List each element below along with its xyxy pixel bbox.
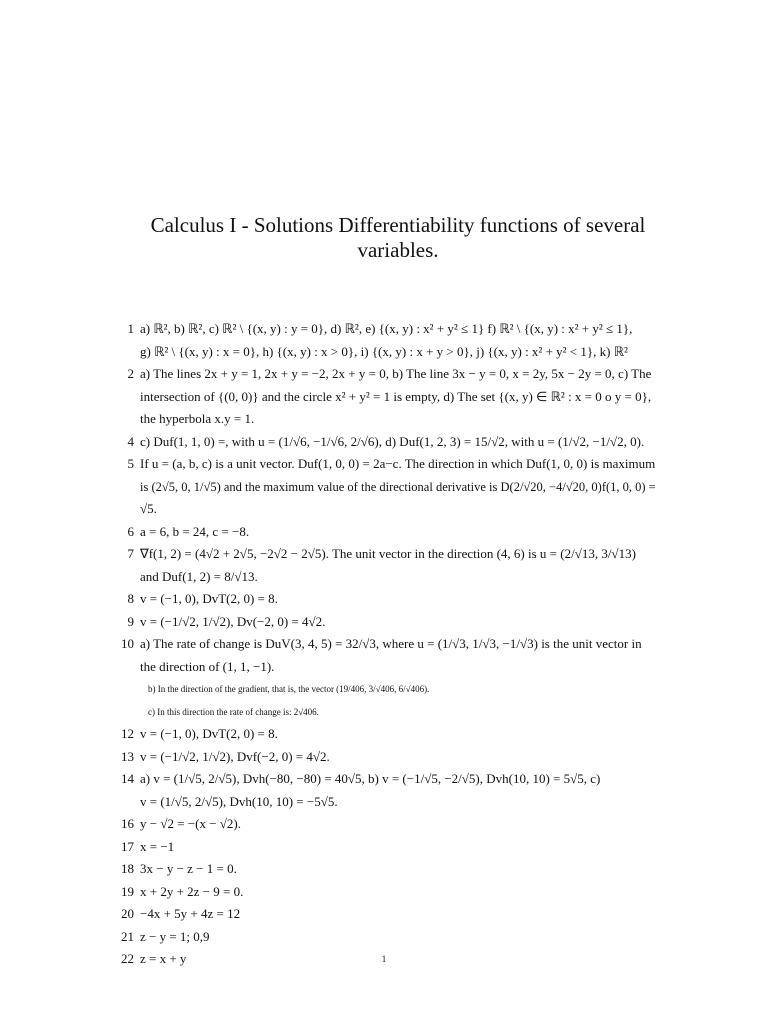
solution-item bbox=[118, 746, 658, 769]
solution-text-line: a) The lines 2x + y = 1, 2x + y = −2, 2x + y = 0, b) The line 3x − y = 0, x = 2y, 5x − 2y = 0, c) The bbox=[140, 366, 652, 381]
solution-text-line: c) Duf(1, 1, 0) =, with u = (1/√6, −1/√6, 2/√6), d) Duf(1, 2, 3) = 15/√2, with u = (1/√2, −1/√2, 0). bbox=[140, 433, 645, 449]
solution-text-line: √5. bbox=[140, 501, 157, 516]
solution-number: 17 bbox=[121, 838, 134, 854]
solution-item bbox=[118, 836, 658, 859]
solution-text-line: a) The rate of change is DuV(3, 4, 5) = 32/√3, where u = (1/√3, 1/√3, −1/√3) is the unit vector in bbox=[140, 636, 642, 651]
solution-text-line: v = (−1, 0), DvT(2, 0) = 8. bbox=[140, 726, 278, 741]
solution-text-line: ∇f(1, 2) = (4√2 + 2√5, −2√2 − 2√5). The unit vector in the direction (4, 6) is u = (2/√13, 3/√13) bbox=[140, 546, 636, 561]
solution-item bbox=[118, 926, 658, 949]
solution-text-line: a) ℝ², b) ℝ², c) ℝ² \ {(x, y) : y = 0}, d) ℝ², e) {(x, y) : x² + y² ≤ 1} f) ℝ² \ {(x, y) : x² + y² ≤ 1}, bbox=[140, 321, 633, 336]
solution-text-line: g) ℝ² \ {(x, y) : x = 0}, h) {(x, y) : x > 0}, i) {(x, y) : x + y > 0}, j) {(x, y) : x² + y² < 1}, k) ℝ² bbox=[140, 343, 628, 359]
solution-text-line: is (2√5, 0, 1/√5) and the maximum value of the directional derivative is D(2/√20, −4/√20, 0)f(1, 0, 0) = bbox=[140, 479, 656, 494]
solutions-list bbox=[118, 318, 658, 971]
solution-text-line: v = (−1/√2, 1/√2), Dvf(−2, 0) = 4√2. bbox=[140, 748, 330, 764]
solution-number: 16 bbox=[121, 816, 134, 831]
solution-number: 5 bbox=[127, 456, 134, 471]
solution-number: 19 bbox=[121, 883, 134, 899]
solution-item bbox=[118, 701, 658, 724]
solution-text-line: 3x − y − z − 1 = 0. bbox=[140, 861, 237, 876]
solution-text-line: a = 6, b = 24, c = −8. bbox=[140, 523, 250, 539]
solution-text-line: z = x + y bbox=[140, 951, 187, 966]
solution-text-line: −4x + 5y + 4z = 12 bbox=[140, 906, 241, 921]
solution-item bbox=[118, 588, 658, 611]
solution-item bbox=[118, 858, 658, 881]
page-number: 1 bbox=[381, 954, 387, 964]
solution-text-line: the direction of (1, 1, −1). bbox=[140, 658, 275, 674]
solution-item bbox=[118, 363, 658, 431]
solution-item bbox=[118, 611, 658, 634]
title-line-2: variables. bbox=[357, 238, 439, 262]
solution-number: 6 bbox=[127, 523, 134, 539]
solution-item bbox=[118, 633, 658, 678]
solution-item bbox=[118, 813, 658, 836]
solution-text-line: x = −1 bbox=[140, 838, 175, 854]
solution-text-line: If u = (a, b, c) is a unit vector. Duf(1, 0, 0) = 2a−c. The direction in which Duf(1, 0, 0) is maximum bbox=[140, 456, 656, 471]
solution-item bbox=[118, 881, 658, 904]
solution-number: 4 bbox=[127, 433, 134, 449]
solution-number: 22 bbox=[121, 951, 134, 966]
solution-text-line: intersection of {(0, 0)} and the circle x² + y² = 1 is empty, d) The set {(x, y) ∈ ℝ² : x = 0 o y = 0}, bbox=[140, 388, 652, 404]
solution-number: 1 bbox=[127, 321, 134, 336]
solution-text-line: and Duf(1, 2) = 8/√13. bbox=[140, 568, 258, 584]
solution-text-line: v = (−1/√2, 1/√2), Dv(−2, 0) = 4√2. bbox=[140, 613, 326, 629]
solution-item bbox=[118, 431, 658, 454]
solution-item bbox=[118, 521, 658, 544]
solution-item bbox=[118, 723, 658, 746]
solution-item bbox=[118, 678, 658, 701]
solution-number: 7 bbox=[127, 546, 134, 561]
solution-number: 10 bbox=[121, 636, 134, 651]
solution-text-line: y − √2 = −(x − √2). bbox=[140, 816, 242, 831]
solution-number: 13 bbox=[121, 748, 134, 764]
solution-text-line: a) v = (1/√5, 2/√5), Dvh(−80, −80) = 40√5, b) v = (−1/√5, −2/√5), Dvh(10, 10) = 5√5, c) bbox=[140, 771, 601, 786]
solution-text-line: x + 2y + 2z − 9 = 0. bbox=[140, 883, 244, 899]
solution-text-line: v = (−1, 0), DvT(2, 0) = 8. bbox=[140, 591, 278, 606]
solution-text-line: the hyperbola x.y = 1. bbox=[140, 411, 255, 426]
solution-item bbox=[118, 543, 658, 588]
solution-number: 20 bbox=[121, 906, 134, 921]
solution-item bbox=[118, 318, 658, 363]
page-title bbox=[100, 213, 696, 263]
solution-number: 12 bbox=[121, 726, 134, 741]
solution-text-line: b) In the direction of the gradient, that is, the vector (19/406, 3/√406, 6/√406). bbox=[148, 684, 430, 694]
solution-number: 21 bbox=[121, 928, 134, 944]
solution-text-line: v = (1/√5, 2/√5), Dvh(10, 10) = −5√5. bbox=[140, 793, 338, 809]
solution-number: 8 bbox=[127, 591, 134, 606]
solution-item bbox=[118, 768, 658, 813]
solution-number: 18 bbox=[121, 861, 134, 876]
title-line-1: Calculus I - Solutions Differentiability functions of several bbox=[150, 213, 646, 237]
solution-item bbox=[118, 903, 658, 926]
solution-number: 14 bbox=[121, 771, 134, 786]
solution-number: 2 bbox=[127, 366, 134, 381]
solution-item bbox=[118, 453, 658, 521]
solution-text-line: z − y = 1; 0,9 bbox=[140, 928, 210, 944]
solution-text-line: c) In this direction the rate of change is: 2√406. bbox=[148, 706, 319, 717]
solution-number: 9 bbox=[127, 613, 134, 629]
